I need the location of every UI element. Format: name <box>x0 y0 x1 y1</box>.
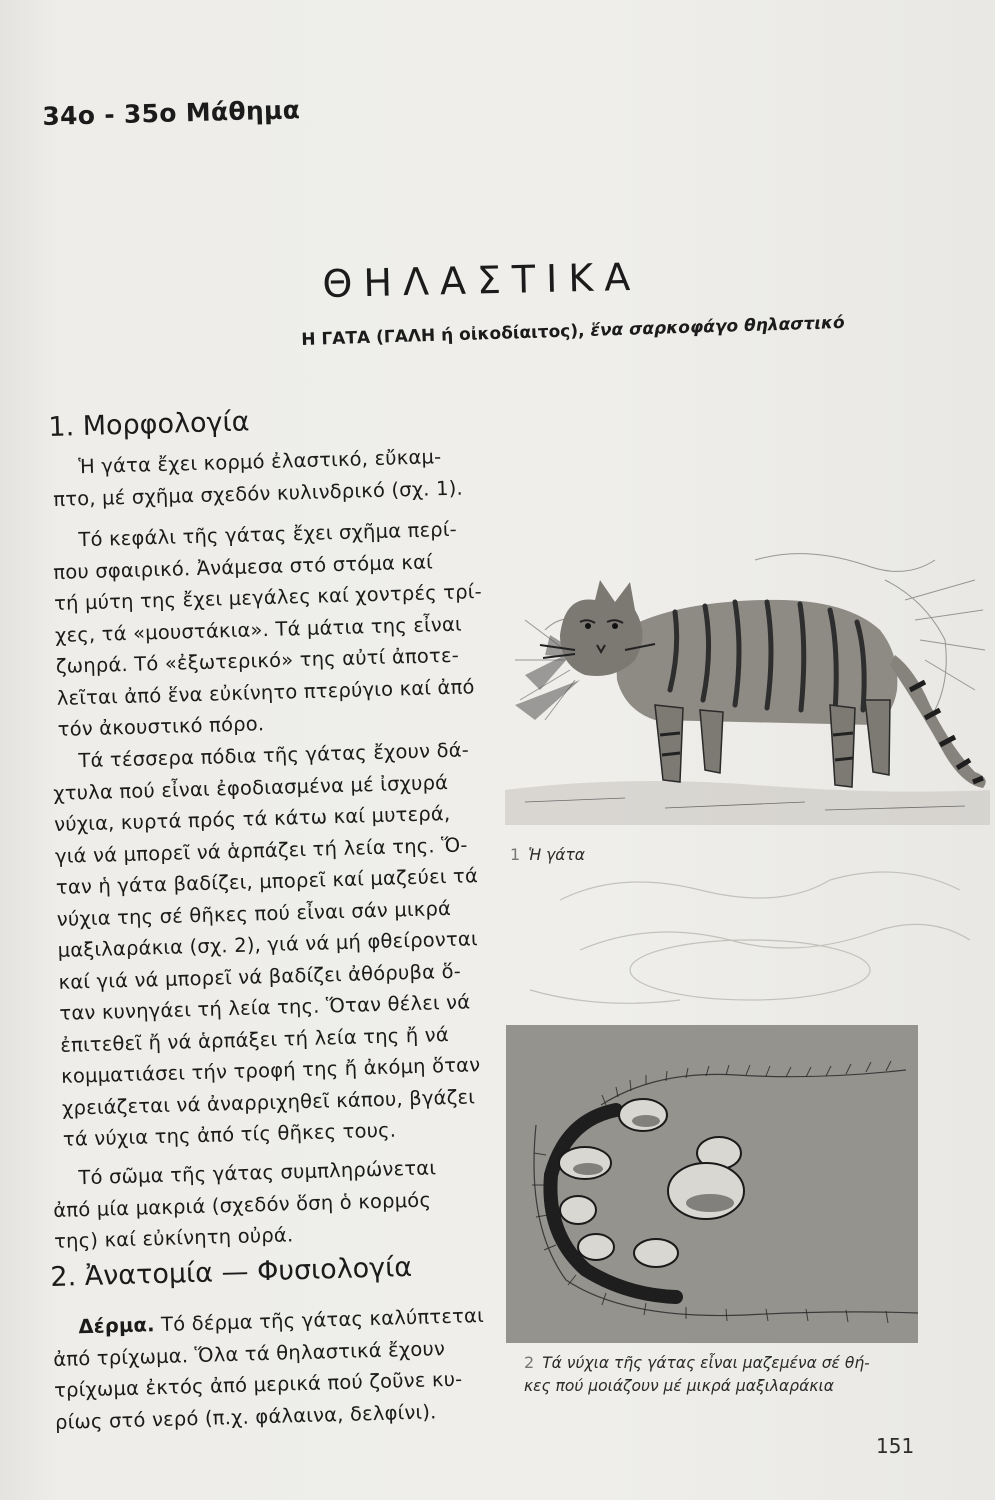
paragraph-head <box>52 513 488 745</box>
text-line: νύχια, κυρτά πρός τά κάτω καί μυτερά, <box>53 801 451 836</box>
text-line: χτυλα πού εἶναι ἐφοδιασμένα μέ ἰσχυρά <box>52 770 449 805</box>
paragraph-skin <box>52 1300 485 1438</box>
text-line: ταν κυνηγάει τή λεία της. Ὅταν θέλει νά <box>59 990 471 1025</box>
text-line: Τά τέσσερα πόδια τῆς γάτας ἔχουν δά- <box>78 738 470 773</box>
text-line: Τό σῶμα τῆς γάτας συμπληρώνεται <box>78 1156 437 1190</box>
figure-1-number: 1 <box>510 845 521 864</box>
skin-bold-label: Δέρμα. <box>78 1313 155 1339</box>
page-number: 151 <box>876 1434 915 1458</box>
text-line: γιά νά μπορεῖ νά ἁρπάζει τή λεία της. Ὅ- <box>54 832 468 868</box>
subtitle-italic: ἕνα σαρκοφάγο θηλαστικό <box>590 312 846 341</box>
figure-2-line-2: κες πού μοιάζουν μέ μικρά μαξιλαράκια <box>524 1377 834 1395</box>
figure-2-line-1 <box>524 1351 870 1375</box>
text-line: ζωηρά. Τό «ἐξωτερικό» της αὐτί ἀποτε- <box>55 643 460 678</box>
text-run: Τό δέρμα τῆς γάτας καλύπτεται <box>154 1303 485 1337</box>
text-line: της) καί εὐκίνητη οὐρά. <box>53 1223 294 1253</box>
figure-1-text: Ἡ γάτα <box>528 846 586 864</box>
text-line: ρίως στό νερό (π.χ. φάλαινα, δελφίνι). <box>54 1399 437 1434</box>
text-line: μαξιλαράκια (σχ. 2), γιά νά μή φθείρονται <box>57 927 479 962</box>
text-line: τή μύτη της ἔχει μεγάλες καί χοντρές τρί- <box>53 580 483 615</box>
chapter-subtitle <box>301 313 845 350</box>
text-line: τά νύχια της ἀπό τίς θῆκες τους. <box>62 1118 397 1151</box>
text-line: Τό κεφάλι τῆς γάτας ἔχει σχῆμα περί- <box>78 517 458 552</box>
text-line: ἐπιτεθεῖ ἤ νά ἁρπάξει τή λεία της ἤ νά <box>60 1022 450 1057</box>
text-line: χες, τά «μουστάκια». Τά μάτια της εἶναι <box>54 612 463 647</box>
chapter-title: ΘΗΛΑΣΤΙΚΑ <box>322 254 642 306</box>
text-line: πτο, μέ σχῆμα σχεδόν κυλινδρικό (σχ. 1). <box>52 476 464 511</box>
claw-sheaths-photo <box>506 1025 918 1343</box>
subtitle-bold: Η ΓΑΤΑ (ΓΑΛΗ ή οἰκοδίαιτος), <box>301 320 591 350</box>
text-line: νύχια της σέ θῆκες πού εἶναι σάν μικρά <box>56 896 452 931</box>
text-line: ἀπό τρίχωμα. Ὅλα τά θηλαστικά ἔχουν <box>52 1336 446 1371</box>
text-line: ταν ἡ γάτα βαδίζει, μπορεῖ καί μαζεύει τά <box>55 864 479 899</box>
text-line: χρειάζεται νά ἀναρριχηθεῖ κάπου, βγάζει <box>61 1084 476 1120</box>
paragraph-legs-claws <box>52 734 493 1155</box>
text-line: τρίχωμα ἐκτός ἀπό μερικά πού ζοῦνε κυ- <box>53 1367 463 1402</box>
text-line: που σφαιρικό. Ἀνάμεσα στό στόμα καί <box>52 549 434 584</box>
text-line: τόν ἀκουστικό πόρο. <box>57 712 265 741</box>
section-heading-morphology: 1. Μορφολογία <box>48 406 250 443</box>
paragraph-tail <box>52 1151 484 1257</box>
figure-2-caption <box>524 1351 870 1398</box>
text-line: ἀπό μία μακριά (σχεδόν ὅση ὁ κορμός <box>52 1187 432 1222</box>
cat-illustration <box>505 540 990 825</box>
bleed-through-texture <box>560 78 565 104</box>
text-line: λεῖται ἀπό ἕνα εὐκίνητο πτερύγιο καί ἀπό <box>56 674 475 710</box>
figure-2-text-1: Τά νύχια τῆς γάτας εἶναι μαζεμένα σέ θή- <box>542 1354 870 1372</box>
text-line: κομματιάσει τήν τροφή της ἤ ἀκόμη ὅταν <box>60 1053 481 1088</box>
paragraph-body-shape <box>52 440 484 515</box>
lesson-heading: 34ο - 35ο Μάθημα <box>42 95 301 131</box>
text-line: καί γιά νά μπορεῖ νά βαδίζει ἀθόρυβα ὅ- <box>58 959 462 994</box>
pencil-sketch-marks <box>500 860 990 1020</box>
section-heading-anatomy: 2. Ἀνατομία — Φυσιολογία <box>50 1251 413 1293</box>
figure-2-number: 2 <box>524 1353 535 1372</box>
text-line: Ἡ γάτα ἔχει κορμό ἐλαστικό, εὔκαμ- <box>78 445 442 479</box>
